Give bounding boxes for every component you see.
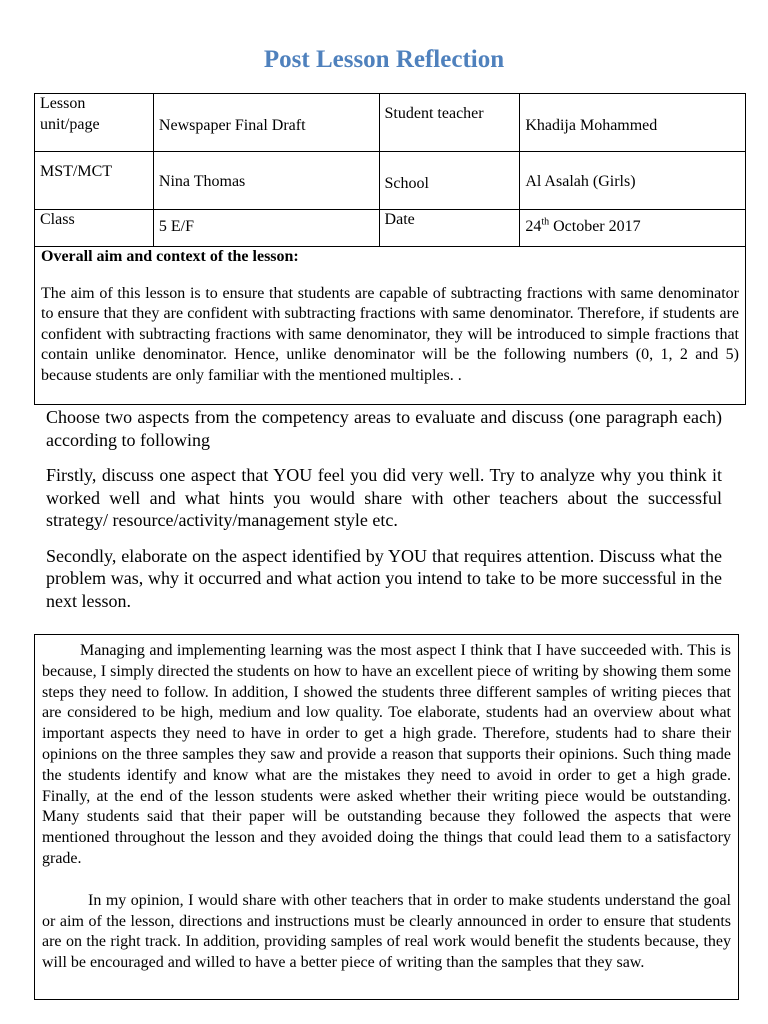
date-value [520,210,746,247]
page-title: Post Lesson Reflection [263,46,505,73]
lesson-label: Lesson unit/page [35,94,154,152]
school-label: School [379,152,520,210]
instruction-paragraph: Secondly, elaborate on the aspect identified by YOU that requires attention. Discuss what the problem was, why it occurred and what action you intend to take to be more successful in the next lesson. [46,545,722,611]
table-row [35,152,746,210]
lesson-value: Newspaper Final Draft [153,94,379,152]
instructions [46,406,722,625]
reflection-paragraph: In my opinion, I would share with other teachers that in order to make students understand the goal or aim of the lesson, directions and instructions must be clearly announced in order to ensure that students are on the right track. In addition, providing samples of real work would benefit the students because, they will be encouraged and willed to have a better piece of writing than the samples that they saw. [42,891,731,972]
lesson-info-table [34,93,746,405]
aim-text: The aim of this lesson is to ensure that students are capable of subtracting fractions with same denominator to ensure that they are confident with subtracting fractions with same denominator. Therefore, if students are confident with subtracting fractions with same denominator, they will be introduced to simple fractions that contain unlike denominator. Hence, unlike denominator will be the following numbers (0, 1, 2 and 5) because students are only familiar with the mentioned multiples. . [41,284,739,384]
aim-heading: Overall aim and context of the lesson: [41,248,299,265]
student-teacher-value: Khadija Mohammed [520,94,746,152]
instruction-paragraph: Firstly, discuss one aspect that YOU feel you did very well. Try to analyze why you think it worked well and what hints you would share with other teachers about the successful strategy/ resource/activity/management style etc. [46,465,722,530]
instruction-paragraph: Choose two aspects from the competency areas to evaluate and discuss (one paragraph each) according to following [46,407,722,450]
aim-section [35,247,746,405]
date-rest: October 2017 [549,218,641,235]
table-row [35,94,746,152]
reflection-paragraph: Managing and implementing learning was the most aspect I think that I have succeeded with. This is because, I simply directed the students on how to have an excellent piece of writing by showing them some steps they need to follow. In addition, I showed the students three different samples of writing pieces that are considered to be high, medium and low quality. Toe elaborate, students had an overview about what important aspects they need to have in order to get a high grade. Therefore, students had to share their opinions on the three samples they saw and provide a reason that supports their opinions. Such thing made the students identify and know what are the mistakes they need to avoid in order to get a high grade. Finally, at the end of the lesson students were asked whether their writing piece would be outstanding. Many students said that their paper will be outstanding because they followed the aspects that were mentioned throughout the lesson and they avoided doing the things that could lead them to a satisfactory grade. [42,642,731,867]
date-day: 24 [525,218,542,235]
mst-value: Nina Thomas [153,152,379,210]
table-row [35,247,746,405]
date-suffix: th [541,216,550,228]
student-teacher-label: Student teacher [379,94,520,152]
school-value: Al Asalah (Girls) [520,152,746,210]
class-label: Class [35,210,154,247]
reflection-box [34,634,739,1000]
table-row [35,210,746,247]
class-value: 5 E/F [153,210,379,247]
mst-label: MST/MCT [35,152,154,210]
date-label: Date [379,210,520,247]
